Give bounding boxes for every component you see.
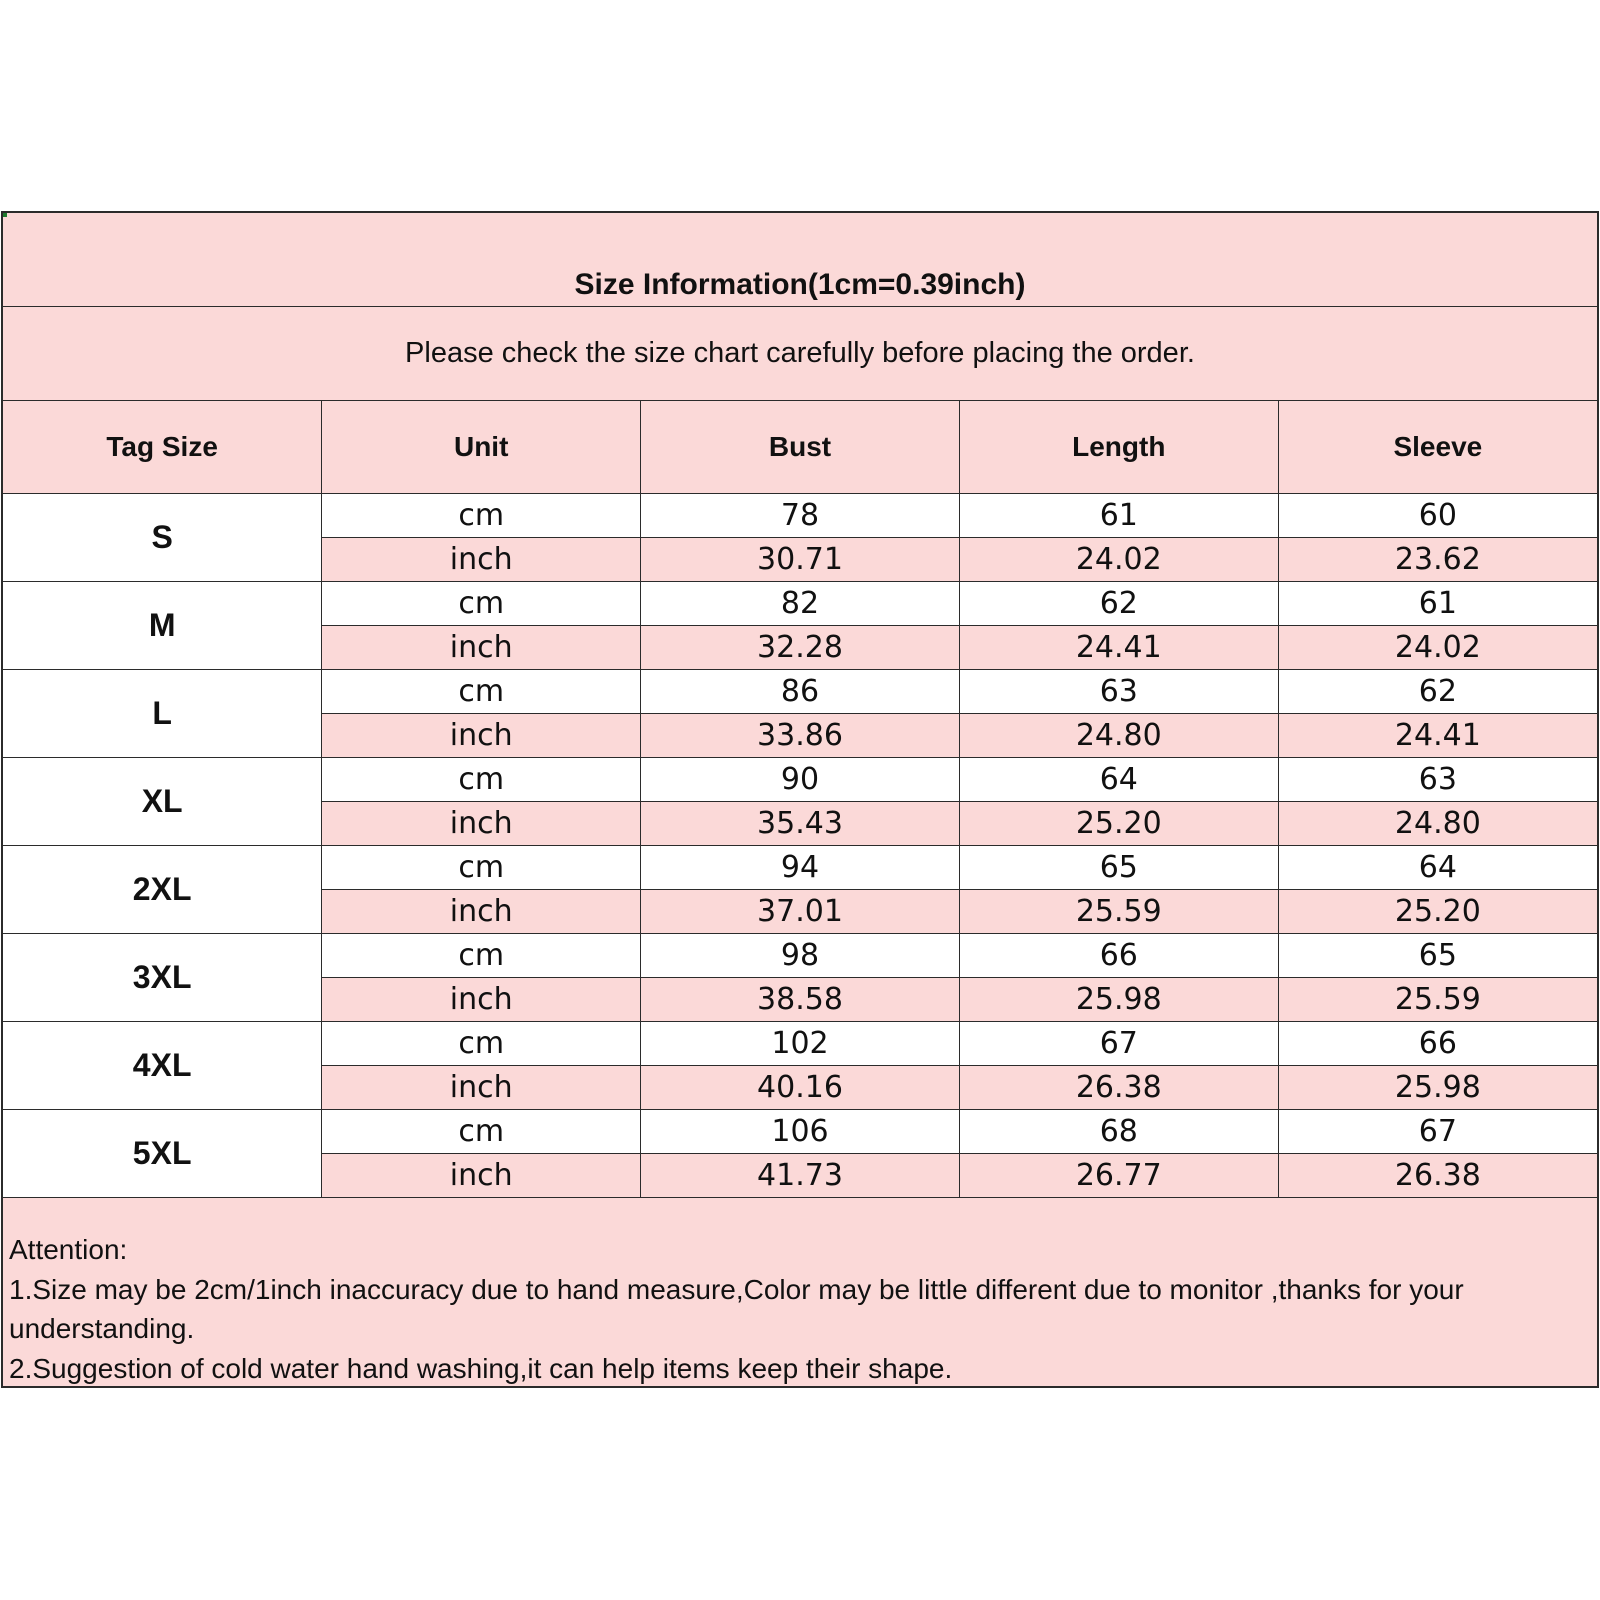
attention-note-1: 1.Size may be 2cm/1inch inaccuracy due to hand measure,Color may be little different due to monitor ,thanks for your understanding.: [9, 1273, 1464, 1344]
length-cell: 64: [959, 758, 1278, 802]
length-cell: 24.41: [959, 626, 1278, 670]
table-row-cm: [3, 670, 1597, 714]
length-cell: 24.02: [959, 538, 1278, 582]
unit-cell: inch: [322, 538, 641, 582]
bust-cell: 94: [641, 846, 960, 890]
sleeve-cell: 61: [1278, 582, 1597, 626]
bust-cell: 30.71: [641, 538, 960, 582]
table-row-cm: [3, 758, 1597, 802]
sleeve-cell: 66: [1278, 1022, 1597, 1066]
unit-cell: inch: [322, 890, 641, 934]
length-cell: 63: [959, 670, 1278, 714]
unit-cell: inch: [322, 1154, 641, 1198]
bust-cell: 106: [641, 1110, 960, 1154]
unit-cell: cm: [322, 846, 641, 890]
attention-heading: Attention:: [9, 1234, 128, 1265]
header-length: Length: [959, 401, 1278, 494]
bust-cell: 86: [641, 670, 960, 714]
sleeve-cell: 63: [1278, 758, 1597, 802]
tag-size-cell: 5XL: [3, 1110, 322, 1198]
table-row-cm: [3, 846, 1597, 890]
tag-size-cell: M: [3, 582, 322, 670]
size-chart: [1, 211, 1599, 1388]
tag-size-cell: 3XL: [3, 934, 322, 1022]
length-cell: 61: [959, 494, 1278, 538]
table-row-cm: [3, 494, 1597, 538]
header-sleeve: Sleeve: [1278, 401, 1597, 494]
bust-cell: 90: [641, 758, 960, 802]
sleeve-cell: 23.62: [1278, 538, 1597, 582]
sleeve-cell: 25.20: [1278, 890, 1597, 934]
tag-size-cell: 2XL: [3, 846, 322, 934]
unit-cell: cm: [322, 670, 641, 714]
tag-size-cell: 4XL: [3, 1022, 322, 1110]
title-row: [3, 213, 1597, 307]
tag-size-cell: L: [3, 670, 322, 758]
length-cell: 26.77: [959, 1154, 1278, 1198]
sleeve-cell: 26.38: [1278, 1154, 1597, 1198]
header-bust: Bust: [641, 401, 960, 494]
bust-cell: 102: [641, 1022, 960, 1066]
table-row-cm: [3, 582, 1597, 626]
tag-size-cell: S: [3, 494, 322, 582]
length-cell: 25.20: [959, 802, 1278, 846]
length-cell: 25.59: [959, 890, 1278, 934]
size-table: [3, 401, 1597, 1198]
bust-cell: 33.86: [641, 714, 960, 758]
table-row-cm: [3, 1022, 1597, 1066]
table-row-cm: [3, 934, 1597, 978]
length-cell: 65: [959, 846, 1278, 890]
table-row-cm: [3, 1110, 1597, 1154]
unit-cell: inch: [322, 802, 641, 846]
bust-cell: 98: [641, 934, 960, 978]
length-cell: 68: [959, 1110, 1278, 1154]
unit-cell: cm: [322, 1022, 641, 1066]
bust-cell: 78: [641, 494, 960, 538]
tag-size-cell: XL: [3, 758, 322, 846]
sleeve-cell: 25.98: [1278, 1066, 1597, 1110]
attention-note-2: 2.Suggestion of cold water hand washing,it can help items keep their shape.: [9, 1352, 953, 1384]
unit-cell: cm: [322, 758, 641, 802]
length-cell: 26.38: [959, 1066, 1278, 1110]
notice-text: Please check the size chart carefully before placing the order.: [405, 337, 1195, 369]
length-cell: 66: [959, 934, 1278, 978]
header-unit: Unit: [322, 401, 641, 494]
unit-cell: cm: [322, 582, 641, 626]
sleeve-cell: 67: [1278, 1110, 1597, 1154]
header-row: [3, 401, 1597, 494]
bust-cell: 32.28: [641, 626, 960, 670]
length-cell: 25.98: [959, 978, 1278, 1022]
unit-cell: inch: [322, 978, 641, 1022]
length-cell: 67: [959, 1022, 1278, 1066]
unit-cell: inch: [322, 1066, 641, 1110]
notice-row: [3, 307, 1597, 401]
unit-cell: inch: [322, 626, 641, 670]
unit-cell: inch: [322, 714, 641, 758]
bust-cell: 37.01: [641, 890, 960, 934]
size-chart-title: Size Information(1cm=0.39inch): [574, 268, 1026, 301]
unit-cell: cm: [322, 934, 641, 978]
bust-cell: 35.43: [641, 802, 960, 846]
bust-cell: 40.16: [641, 1066, 960, 1110]
sleeve-cell: 64: [1278, 846, 1597, 890]
sleeve-cell: 62: [1278, 670, 1597, 714]
unit-cell: cm: [322, 494, 641, 538]
sleeve-cell: 60: [1278, 494, 1597, 538]
sleeve-cell: 25.59: [1278, 978, 1597, 1022]
length-cell: 62: [959, 582, 1278, 626]
sleeve-cell: 24.41: [1278, 714, 1597, 758]
header-tag-size: Tag Size: [3, 401, 322, 494]
sleeve-cell: 24.80: [1278, 802, 1597, 846]
bust-cell: 38.58: [641, 978, 960, 1022]
bust-cell: 82: [641, 582, 960, 626]
bust-cell: 41.73: [641, 1154, 960, 1198]
sleeve-cell: 65: [1278, 934, 1597, 978]
sleeve-cell: 24.02: [1278, 626, 1597, 670]
unit-cell: cm: [322, 1110, 641, 1154]
attention-notes: [9, 1230, 1567, 1388]
length-cell: 24.80: [959, 714, 1278, 758]
